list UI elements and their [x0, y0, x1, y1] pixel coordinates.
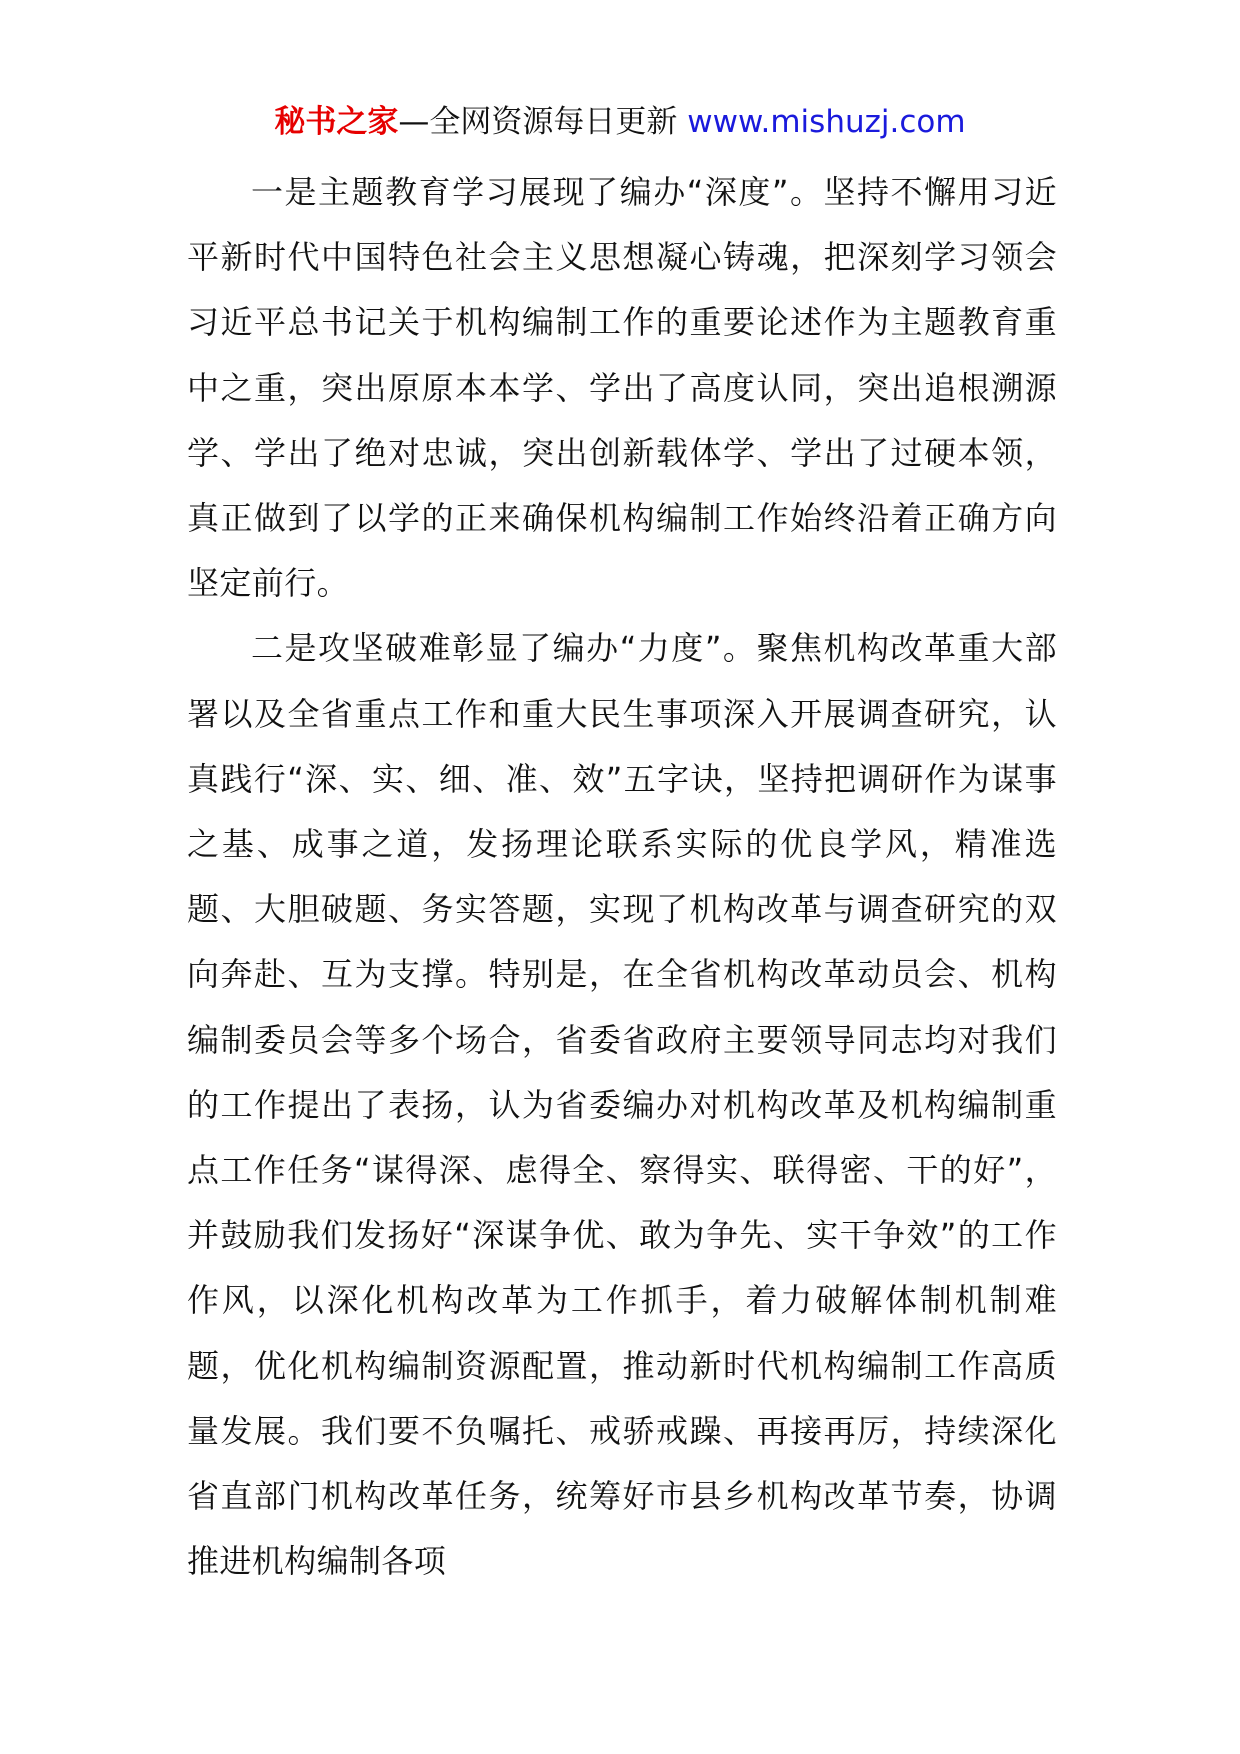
- header-tagline: —全网资源每日更新: [398, 104, 678, 140]
- paragraph-depth: 一是主题教育学习展现了编办“深度”。坚持不懈用习近平新时代中国特色社会主义思想凝心铸魂，把深刻学习领会习近平总书记关于机构编制工作的重要论述作为主题教育重中之重，突出原原本本学、学出了高度认同，突出追根溯源学、学出了绝对忠诚，突出创新载体学、学出了过硬本领，真正做到了以学的正来确保机构编制工作始终沿着正确方向坚定前行。: [187, 173, 1057, 603]
- document-body: [187, 160, 1057, 1594]
- page-header: [0, 100, 1240, 144]
- brand-name: 秘书之家: [274, 104, 399, 140]
- site-url-link[interactable]: www.mishuzj.com: [687, 104, 966, 140]
- paragraph-strength: 二是攻坚破难彰显了编办“力度”。聚焦机构改革重大部署以及全省重点工作和重大民生事项深入开展调查研究，认真践行“深、实、细、准、效”五字诀，坚持把调研作为谋事之基、成事之道，发扬理论联系实际的优良学风，精准选题、大胆破题、务实答题，实现了机构改革与调查研究的双向奔赴、互为支撑。特别是，在全省机构改革动员会、机构编制委员会等多个场合，省委省政府主要领导同志均对我们的工作提出了表扬，认为省委编办对机构改革及机构编制重点工作任务“谋得深、虑得全、察得实、联得密、干的好”，并鼓励我们发扬好“深谋争优、敢为争先、实干争效”的工作作风，以深化机构改革为工作抓手，着力破解体制机制难题，优化机构编制资源配置，推动新时代机构编制工作高质量发展。我们要不负嘱托、戒骄戒躁、再接再厉，持续深化省直部门机构改革任务，统筹好市县乡机构改革节奏，协调推进机构编制各项: [187, 629, 1057, 1581]
